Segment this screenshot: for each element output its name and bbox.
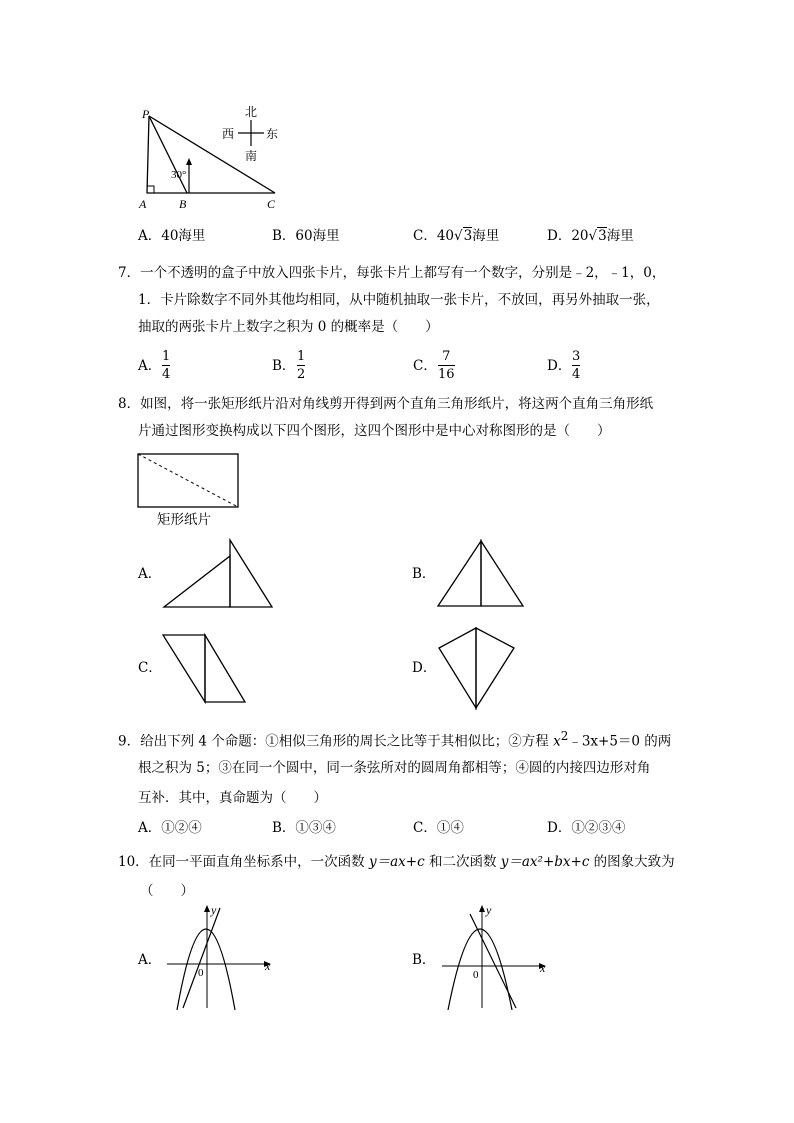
q10-option-a-graph[interactable] — [165, 900, 275, 1010]
option-letter: D． — [547, 820, 572, 836]
q10-option-a-label[interactable]: A． — [138, 952, 162, 968]
numerator: 7 — [442, 349, 451, 364]
option-coef: 40 — [436, 228, 455, 244]
q9-line-1 — [118, 730, 671, 749]
q10-option-b-label[interactable]: B． — [412, 952, 436, 968]
west-label: 西 — [222, 127, 235, 141]
q7-option-a-letter: A． — [138, 358, 162, 374]
q8-option-b-label[interactable]: B． — [412, 566, 436, 582]
q8-line-1: 8．如图，将一张矩形纸片沿对角线剪开得到两个直角三角形纸片，将这两个直角三角形纸 — [118, 396, 654, 412]
option-text: 60海里 — [295, 228, 340, 244]
q10-text-a: 10．在同一平面直角坐标系中，一次函数 — [118, 854, 369, 870]
south-label: 南 — [245, 149, 258, 163]
quadratic-function: y＝ax²+bx+c — [500, 854, 590, 870]
eq-exponent: 2 — [560, 729, 569, 743]
option-text: ①②④ — [161, 820, 202, 836]
radicand: 3 — [463, 228, 473, 244]
q6-option-c[interactable] — [413, 230, 499, 244]
rect-caption: 矩形纸片 — [157, 512, 211, 528]
numerator: 1 — [162, 349, 171, 364]
sqrt-icon: √ — [454, 228, 463, 244]
q6-option-b[interactable] — [272, 230, 340, 244]
label-A: A — [139, 197, 147, 210]
rectangle-paper-figure — [137, 453, 241, 509]
q10-option-b-graph[interactable] — [440, 900, 552, 1010]
east-label: 东 — [266, 127, 279, 141]
eq-variable: x — [553, 733, 561, 750]
q9-text-a: 9．给出下列 4 个命题：①相似三角形的周长之比等于其相似比；②方程 — [118, 733, 554, 750]
option-letter: D． — [547, 228, 572, 244]
q9-option-c[interactable] — [413, 822, 464, 836]
q9-line-3: 互补．其中，真命题为（ ） — [138, 790, 327, 806]
q8-option-a-label[interactable]: A． — [138, 566, 162, 582]
origin-label: 0 — [473, 969, 479, 981]
q7-option-b-letter: B． — [272, 358, 296, 374]
denominator: 4 — [572, 367, 581, 382]
q9-option-d[interactable] — [547, 822, 625, 836]
q8-option-d-label[interactable]: D． — [412, 660, 437, 676]
option-text: ①②③④ — [571, 820, 626, 836]
option-letter: B． — [272, 820, 296, 836]
y-axis-label: y — [211, 903, 217, 917]
option-letter: A． — [138, 820, 162, 836]
denominator: 2 — [297, 367, 306, 382]
linear-function: y＝ax+c — [368, 854, 425, 870]
label-B: B — [179, 197, 187, 210]
option-unit: 海里 — [472, 228, 500, 244]
q7-line-1: 7．一个不透明的盒子中放入四张卡片，每张卡片上都写有一个数字，分别是﹣2，﹣1，0， — [118, 265, 666, 281]
q7-option-a[interactable] — [162, 350, 170, 381]
option-text: ①③④ — [295, 820, 336, 836]
q10-text-c: 的图象大致为 — [589, 854, 675, 870]
sqrt-icon: √ — [588, 228, 598, 244]
north-label: 北 — [245, 105, 258, 119]
y-axis-label: y — [486, 903, 492, 917]
q8-option-a-figure[interactable] — [160, 538, 276, 610]
q8-option-c-label[interactable]: C． — [138, 660, 162, 676]
q10-line-1 — [118, 856, 675, 870]
q10-line-2: （ ） — [140, 883, 194, 899]
option-text: ①④ — [436, 820, 464, 836]
q7-line-2: 1．卡片除数字不同外其他均相同，从中随机抽取一张卡片，不放回，再另外抽取一张， — [138, 292, 660, 308]
q7-option-b[interactable] — [297, 350, 305, 381]
denominator: 4 — [162, 367, 171, 382]
numerator: 3 — [572, 349, 581, 364]
x-axis-label: x — [540, 961, 546, 975]
q8-option-d-figure[interactable] — [436, 624, 518, 712]
q6-option-d[interactable] — [547, 230, 634, 244]
option-letter: C． — [413, 820, 437, 836]
q7-option-d[interactable] — [572, 350, 580, 381]
q9-line-2: 根之积为 5；③在同一个圆中，同一条弦所对的圆周角都相等；④圆的内接四边形对角 — [138, 760, 651, 776]
q9-option-a[interactable] — [138, 822, 202, 836]
numerator: 1 — [297, 349, 306, 364]
compass-rose — [218, 100, 288, 170]
q9-option-b[interactable] — [272, 822, 336, 836]
q7-option-d-letter: D． — [547, 358, 572, 374]
label-C: C — [267, 197, 276, 210]
q8-line-2: 片通过图形变换构成以下四个图形，这四个图形中是中心对称图形的是（ ） — [138, 423, 611, 439]
origin-label: 0 — [198, 967, 204, 979]
q7-line-3: 抽取的两张卡片上数字之积为 0 的概率是（ ） — [138, 319, 439, 335]
option-text: 40海里 — [161, 228, 206, 244]
angle-label: 30° — [171, 169, 187, 181]
label-P: P — [142, 107, 150, 121]
option-unit: 海里 — [606, 228, 634, 244]
option-letter: A． — [138, 228, 162, 244]
q7-option-c-letter: C． — [413, 358, 437, 374]
option-letter: B． — [272, 228, 296, 244]
radicand: 3 — [598, 228, 607, 244]
q6-option-a[interactable] — [138, 230, 205, 244]
q7-option-c[interactable] — [438, 350, 455, 381]
option-letter: C． — [413, 228, 437, 244]
option-coef: 20 — [571, 228, 589, 244]
x-axis-label: x — [265, 959, 271, 973]
denominator: 16 — [438, 367, 455, 382]
q9-text-b: ﹣3x+5＝0 的两 — [568, 733, 672, 750]
q10-text-b: 和二次函数 — [424, 854, 501, 870]
q8-option-b-figure[interactable] — [435, 538, 527, 610]
q8-option-c-figure[interactable] — [160, 632, 248, 706]
